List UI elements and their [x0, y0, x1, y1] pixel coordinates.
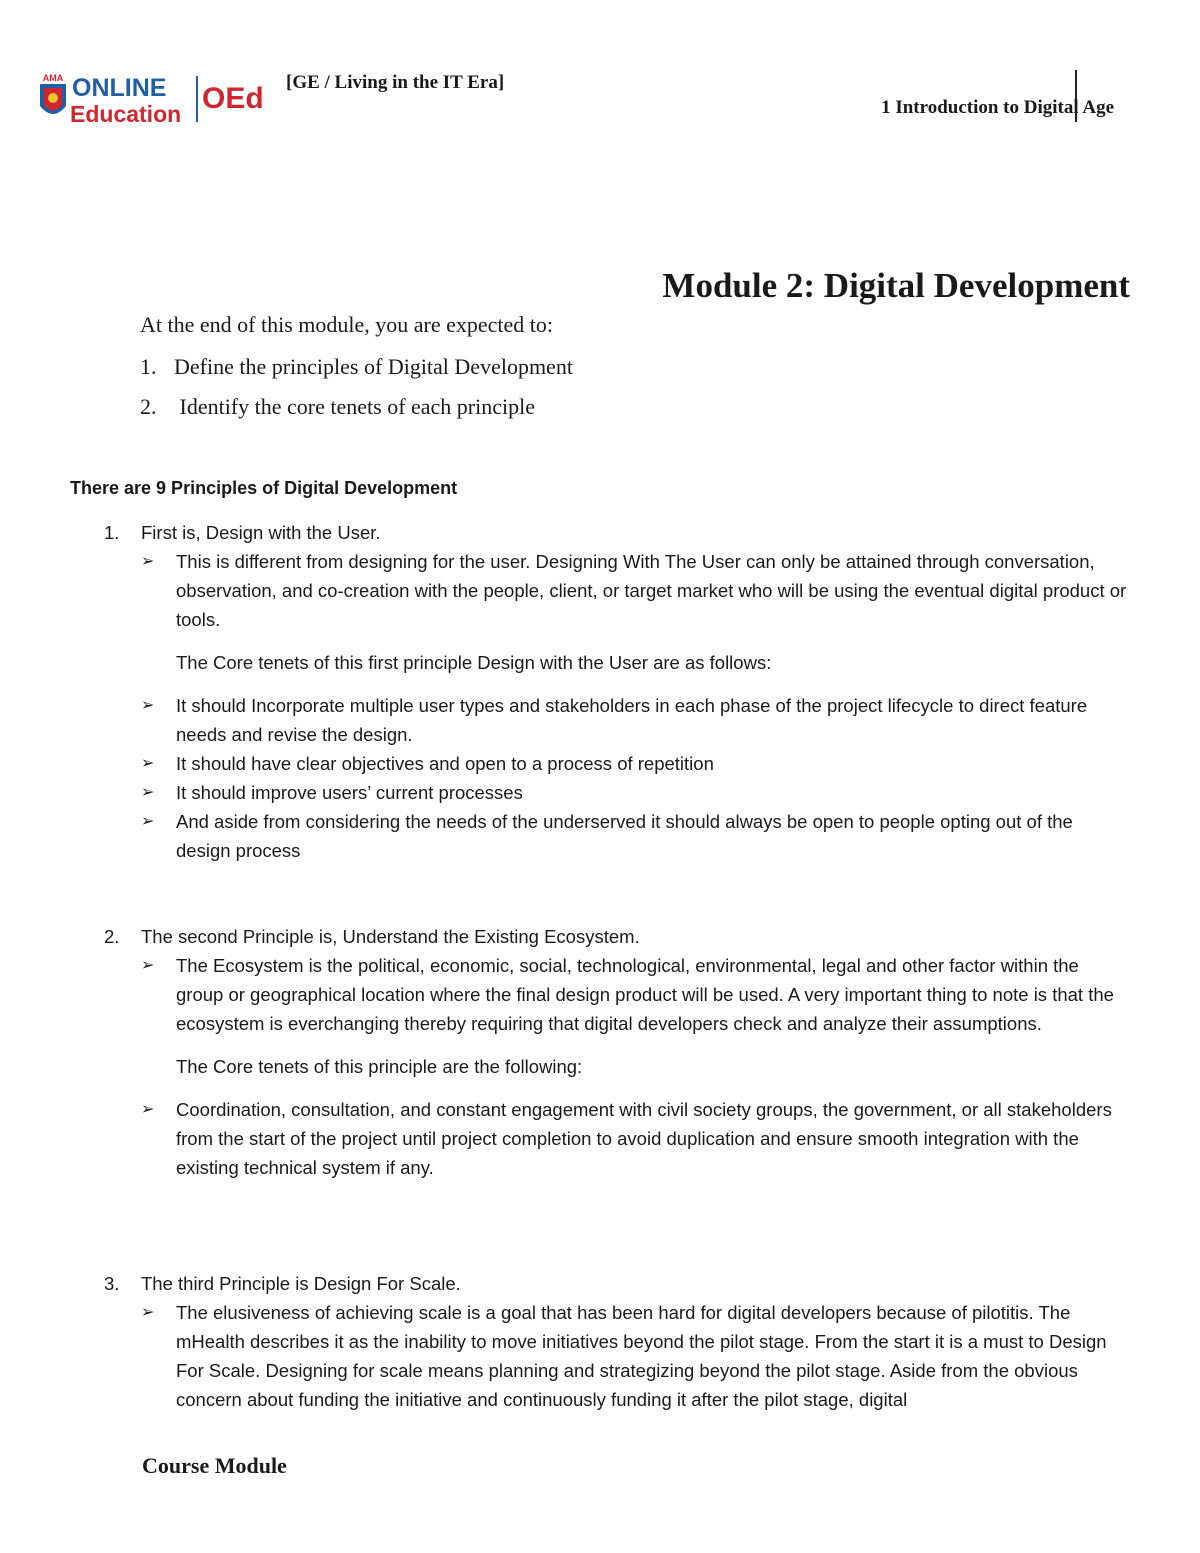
logo-oed-text: OEd: [202, 82, 264, 115]
principle-title: 2. The second Principle is, Understand the Existing Ecosystem.: [104, 926, 640, 947]
principle-description: ➢ This is different from designing for the user. Designing With The User can only be attained through conversation, observation, and co-creation with the people, client, or target market who will be using the eventual digital product or tools.: [141, 547, 1129, 634]
tenet-item: ➢ It should improve users’ current processes: [141, 778, 1129, 807]
logo-online-text: ONLINE: [72, 74, 167, 102]
tenet-intro: The Core tenets of this principle are the following:: [176, 1056, 583, 1077]
tenet-intro: The Core tenets of this first principle Design with the User are as follows:: [176, 652, 772, 673]
arrow-bullet-icon: ➢: [141, 755, 155, 772]
principle-1: [104, 518, 1129, 865]
principle-2: [104, 922, 1129, 1182]
arrow-bullet-icon: ➢: [141, 553, 155, 570]
arrow-bullet-icon: ➢: [141, 1101, 155, 1118]
arrow-bullet-icon: ➢: [141, 1304, 155, 1321]
footer-label: Course Module: [142, 1453, 287, 1478]
objectives-intro: At the end of this module, you are expected to:: [140, 312, 553, 337]
tenet-item: ➢ It should have clear objectives and open to a process of repetition: [141, 749, 1129, 778]
course-title: [GE / Living in the IT Era]: [286, 72, 505, 93]
page-label: 1 Introduction to Digital Age: [881, 97, 1114, 118]
principle-3: [104, 1269, 1129, 1414]
logo-education-text: Education: [70, 101, 182, 126]
arrow-bullet-icon: ➢: [141, 784, 155, 801]
principle-description: ➢ The elusiveness of achieving scale is a goal that has been hard for digital developers because of pilotitis. The mHealth describes it as the inability to move initiatives beyond the pilot stage. From the start it is a must to Design For Scale. Designing for scale means planning and strategizing beyond the pilot stage. Aside from the obvious concern about funding the initiative and continuously funding it after the pilot stage, digital: [141, 1298, 1129, 1414]
online-education-logo: [36, 70, 276, 126]
arrow-bullet-icon: ➢: [141, 697, 155, 714]
principle-title: 3. The third Principle is Design For Scale.: [104, 1273, 461, 1294]
section-heading: There are 9 Principles of Digital Development: [70, 478, 458, 498]
objective-item: 1. Define the principles of Digital Development: [140, 354, 573, 379]
svg-text:AMA: AMA: [42, 73, 64, 83]
tenet-item: ➢ Coordination, consultation, and constant engagement with civil society groups, the government, or all stakeholders from the start of the project until project completion to avoid duplication and ensure smooth integration with the existing technical system if any.: [141, 1095, 1129, 1182]
objective-item: 2. Identify the core tenets of each principle: [140, 394, 536, 419]
module-title: Module 2: Digital Development: [662, 266, 1130, 305]
ama-shield-icon: [40, 73, 66, 114]
tenet-item: ➢ And aside from considering the needs of the underserved it should always be open to people opting out of the design process: [141, 807, 1129, 865]
principle-title: 1. First is, Design with the User.: [104, 522, 381, 543]
objectives: [140, 312, 573, 434]
principle-description: ➢ The Ecosystem is the political, economic, social, technological, environmental, legal and other factor within the group or geographical location where the final design product will be used. A very important thing to note is that the ecosystem is everchanging thereby requiring that digital developers check and analyze their assumptions.: [141, 951, 1129, 1038]
tenet-item: ➢ It should Incorporate multiple user types and stakeholders in each phase of the project lifecycle to direct feature needs and revise the design.: [141, 691, 1129, 749]
arrow-bullet-icon: ➢: [141, 957, 155, 974]
arrow-bullet-icon: ➢: [141, 813, 155, 830]
